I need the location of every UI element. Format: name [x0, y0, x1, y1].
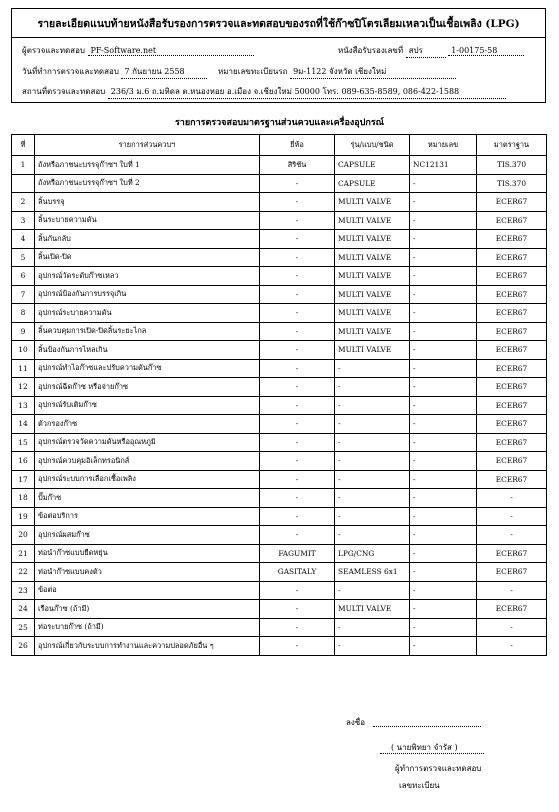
cell-no: 6	[12, 267, 35, 286]
cell-standard: ECER67	[477, 267, 547, 286]
cell-standard: ECER67	[477, 211, 547, 230]
cell-standard: ECER67	[477, 304, 547, 323]
table-row	[12, 174, 547, 193]
cell-brand: -	[260, 378, 335, 397]
cell-brand: -	[260, 470, 335, 489]
cell-standard: ECER67	[477, 563, 547, 582]
cell-no: 19	[12, 507, 35, 526]
table-row	[12, 248, 547, 267]
plate-value: 9ม-1122 จังหวัด เชียงใหม่	[290, 65, 456, 79]
table-row	[12, 322, 547, 341]
cell-no: 10	[12, 341, 35, 360]
cell-standard: ECER67	[477, 452, 547, 471]
cell-brand: สิริชัน	[260, 156, 335, 175]
cell-brand: -	[260, 193, 335, 212]
cell-item: อุปกรณ์ฉีดก๊าซ หรือจ่ายก๊าซ	[35, 378, 260, 397]
cell-standard: ECER67	[477, 341, 547, 360]
cell-standard: TIS.370	[477, 174, 547, 193]
cell-item: ข้อต่อ	[35, 581, 260, 600]
table-row	[12, 415, 547, 434]
cell-serial: -	[410, 452, 477, 471]
cell-serial: -	[410, 248, 477, 267]
cell-brand: -	[260, 489, 335, 508]
cell-item: อุปกรณ์ควบคุมอิเล็กทรอนิกส์	[35, 452, 260, 471]
cell-model: MULTI VALVE	[335, 267, 410, 286]
cell-standard: -	[477, 526, 547, 545]
cell-item: ลิ้นเปิด-ปิด	[35, 248, 260, 267]
cell-serial: -	[410, 415, 477, 434]
table-row	[12, 230, 547, 249]
cell-item: ลิ้นกันกลับ	[35, 230, 260, 249]
cell-model: MULTI VALVE	[335, 193, 410, 212]
cell-model: -	[335, 378, 410, 397]
cell-model: -	[335, 396, 410, 415]
cell-serial: -	[410, 322, 477, 341]
cert-no-prefix: สปร	[406, 44, 446, 58]
cell-model: MULTI VALVE	[335, 248, 410, 267]
table-row	[12, 526, 547, 545]
cell-item: ข้อต่อบริการ	[35, 507, 260, 526]
inspector-value: PF-Software.net	[88, 46, 254, 56]
cell-serial: -	[410, 378, 477, 397]
sign-label: ลงชื่อ	[346, 718, 366, 727]
cell-item: ถังหรือภาชนะบรรจุก๊าซฯ ใบที่ 2	[35, 174, 260, 193]
cell-no: 25	[12, 618, 35, 637]
cell-brand: FAGUMIT	[260, 544, 335, 563]
table-row	[12, 156, 547, 175]
cell-no: 18	[12, 489, 35, 508]
cell-serial: -	[410, 433, 477, 452]
cell-item: อุปกรณ์ระบายความดัน	[35, 304, 260, 323]
col-header-serial: หมายเลข	[410, 135, 477, 156]
inspector-label: ผู้ตรวจและทดสอบ	[22, 46, 85, 55]
col-header-no: ที่	[12, 135, 35, 156]
cell-serial: -	[410, 581, 477, 600]
table-body	[12, 156, 547, 656]
cell-brand: -	[260, 304, 335, 323]
cell-item: อุปกรณ์รับเติมก๊าซ	[35, 396, 260, 415]
place-value: 236/3 ม.6 ถ.มหิดล ต.หนองหอย อ.เมือง จ.เชียงใหม่ 50000 โทร. 089-635-8589, 086-422-1588	[108, 85, 506, 99]
cell-brand: -	[260, 341, 335, 360]
table-row	[12, 544, 547, 563]
cell-no: 21	[12, 544, 35, 563]
place-label: สถานที่ตรวจและทดสอบ	[22, 87, 106, 96]
cell-brand: -	[260, 396, 335, 415]
date-line	[22, 65, 456, 79]
cell-item: อุปกรณ์ทำไอก๊าซและปรับความดันก๊าซ	[35, 359, 260, 378]
cell-item: ท่อนำก๊าซแบบคงตัว	[35, 563, 260, 582]
cell-no: 12	[12, 378, 35, 397]
cell-item: ท่อระบายก๊าซ (ถ้ามี)	[35, 618, 260, 637]
cell-brand: GASITALY	[260, 563, 335, 582]
cell-standard: ECER67	[477, 415, 547, 434]
cell-standard: ECER67	[477, 285, 547, 304]
cell-serial: -	[410, 470, 477, 489]
cell-serial: -	[410, 230, 477, 249]
cell-item: ลิ้นบรรจุ	[35, 193, 260, 212]
table-header-row	[12, 135, 547, 156]
cell-model: -	[335, 581, 410, 600]
cell-serial: -	[410, 193, 477, 212]
cell-no: 11	[12, 359, 35, 378]
table-row	[12, 396, 547, 415]
cell-brand: -	[260, 322, 335, 341]
col-header-model: รุ่น/แบบ/ชนิด	[335, 135, 410, 156]
cell-serial: NC12131	[410, 156, 477, 175]
cell-brand: -	[260, 359, 335, 378]
table-row	[12, 452, 547, 471]
cert-no-value: 1-00175-58	[448, 46, 524, 56]
cell-model: MULTI VALVE	[335, 211, 410, 230]
cell-model: -	[335, 359, 410, 378]
cell-model: -	[335, 452, 410, 471]
cell-item: ตัวกรองก๊าซ	[35, 415, 260, 434]
table-row	[12, 341, 547, 360]
equipment-table	[11, 134, 547, 656]
cell-serial: -	[410, 618, 477, 637]
cell-model: MULTI VALVE	[335, 230, 410, 249]
cell-no	[12, 174, 35, 193]
cell-item: อุปกรณ์วัดระดับก๊าซเหลว	[35, 267, 260, 286]
cell-no: 1	[12, 156, 35, 175]
cell-no: 4	[12, 230, 35, 249]
section-title: รายการตรวจสอบมาตรฐานส่วนควบและเครื่องอุปกรณ์	[174, 118, 385, 128]
cell-model: LPG/CNG	[335, 544, 410, 563]
place-line	[22, 85, 506, 99]
cell-brand: -	[260, 267, 335, 286]
cell-no: 24	[12, 600, 35, 619]
signer-role: ผู้ทำการตรวจและทดสอบ	[395, 764, 482, 773]
cell-brand: -	[260, 507, 335, 526]
date-label: วันที่ทำการตรวจและทดสอบ	[22, 67, 119, 76]
cell-model: MULTI VALVE	[335, 304, 410, 323]
cell-item: อุปกรณ์ป้องกันการบรรจุเกิน	[35, 285, 260, 304]
cell-serial: -	[410, 396, 477, 415]
cell-model: -	[335, 489, 410, 508]
signature-line	[373, 716, 481, 727]
cell-item: ท่อนำก๊าซแบบยืดหยุ่น	[35, 544, 260, 563]
cell-standard: ECER67	[477, 396, 547, 415]
cell-serial: -	[410, 507, 477, 526]
cell-brand: -	[260, 230, 335, 249]
info-box	[11, 37, 546, 103]
cell-standard: -	[477, 489, 547, 508]
cell-model: -	[335, 433, 410, 452]
registration-label: เลขทะเบียน	[399, 781, 440, 790]
cell-serial: -	[410, 285, 477, 304]
col-header-brand: ยี่ห้อ	[260, 135, 335, 156]
cell-no: 3	[12, 211, 35, 230]
cell-model: -	[335, 618, 410, 637]
table-row	[12, 285, 547, 304]
cell-brand: -	[260, 637, 335, 656]
cell-standard: -	[477, 507, 547, 526]
cell-model: CAPSULE	[335, 174, 410, 193]
table-row	[12, 193, 547, 212]
cell-standard: -	[477, 637, 547, 656]
cell-item: อุปกรณ์ตรวจวัดความดันหรืออุณหภูมิ	[35, 433, 260, 452]
cell-no: 22	[12, 563, 35, 582]
date-value: 7 กันยายน 2558	[121, 65, 207, 79]
cell-item: อุปกรณ์ระบบการเลือกเชื้อเพลิง	[35, 470, 260, 489]
table-row	[12, 600, 547, 619]
cell-model: MULTI VALVE	[335, 341, 410, 360]
cell-serial: -	[410, 211, 477, 230]
cell-model: SEAMLESS 6x1	[335, 563, 410, 582]
cell-no: 7	[12, 285, 35, 304]
cell-standard: ECER67	[477, 248, 547, 267]
cell-serial: -	[410, 359, 477, 378]
cell-standard: ECER67	[477, 600, 547, 619]
table-row	[12, 378, 547, 397]
cell-no: 8	[12, 304, 35, 323]
cell-serial: -	[410, 267, 477, 286]
cell-item: ถังหรือภาชนะบรรจุก๊าซฯ ใบที่ 1	[35, 156, 260, 175]
cell-standard: ECER67	[477, 433, 547, 452]
cell-brand: -	[260, 526, 335, 545]
cell-serial: -	[410, 174, 477, 193]
cell-brand: -	[260, 285, 335, 304]
cell-item: ปั๊มก๊าซ	[35, 489, 260, 508]
table-row	[12, 618, 547, 637]
table-row	[12, 581, 547, 600]
cell-brand: -	[260, 452, 335, 471]
cell-serial: -	[410, 489, 477, 508]
table-row	[12, 359, 547, 378]
cell-brand: -	[260, 415, 335, 434]
cell-model: -	[335, 507, 410, 526]
cell-serial: -	[410, 304, 477, 323]
cell-standard: ECER67	[477, 230, 547, 249]
cell-brand: -	[260, 433, 335, 452]
cell-no: 16	[12, 452, 35, 471]
cell-item: อุปกรณ์เกี่ยวกับระบบการทำงานและความปลอดภัยอื่น ๆ	[35, 637, 260, 656]
cell-model: -	[335, 415, 410, 434]
cell-model: -	[335, 637, 410, 656]
cell-standard: ECER67	[477, 470, 547, 489]
cell-model: -	[335, 470, 410, 489]
cell-brand: -	[260, 618, 335, 637]
plate-label: หมายเลขทะเบียนรถ	[218, 67, 288, 76]
cell-standard: ECER67	[477, 322, 547, 341]
table-row	[12, 267, 547, 286]
cell-serial: -	[410, 637, 477, 656]
cert-no-label: หนังสือรับรองเลขที่	[338, 46, 404, 55]
cell-brand: -	[260, 211, 335, 230]
table-row	[12, 563, 547, 582]
cell-item: ลิ้นระบายความดัน	[35, 211, 260, 230]
cell-no: 14	[12, 415, 35, 434]
table-row	[12, 637, 547, 656]
cert-no-line	[338, 44, 524, 58]
col-header-item: รายการส่วนควบฯ	[35, 135, 260, 156]
cell-no: 20	[12, 526, 35, 545]
cell-item: ลิ้นป้องกันการไหลเกิน	[35, 341, 260, 360]
signer-name-line	[380, 743, 484, 754]
cell-no: 13	[12, 396, 35, 415]
cell-model: -	[335, 526, 410, 545]
cell-serial: -	[410, 526, 477, 545]
document-title: รายละเอียดแนบท้ายหนังสือรับรองการตรวจและทดสอบของรถที่ใช้ก๊าซปิโตรเลียมเหลวเป็นเชื้อเพลิง (LPG)	[37, 17, 520, 30]
cell-item: เรือนก๊าซ (ถ้ามี)	[35, 600, 260, 619]
cell-model: MULTI VALVE	[335, 600, 410, 619]
cell-serial: -	[410, 563, 477, 582]
cell-no: 2	[12, 193, 35, 212]
table-row	[12, 489, 547, 508]
cell-standard: ECER67	[477, 544, 547, 563]
cell-no: 26	[12, 637, 35, 656]
cell-no: 17	[12, 470, 35, 489]
cell-item: ลิ้นควบคุมการเปิด-ปิดลิ้นระยะไกล	[35, 322, 260, 341]
cell-no: 15	[12, 433, 35, 452]
col-header-standard: มาตราฐาน	[477, 135, 547, 156]
cell-no: 5	[12, 248, 35, 267]
cell-standard: ECER67	[477, 359, 547, 378]
cell-model: MULTI VALVE	[335, 285, 410, 304]
cell-item: อุปกรณ์ผสมก๊าซ	[35, 526, 260, 545]
table-row	[12, 470, 547, 489]
cell-serial: -	[410, 600, 477, 619]
cell-no: 23	[12, 581, 35, 600]
table-row	[12, 211, 547, 230]
cell-brand: -	[260, 248, 335, 267]
inspector-line	[22, 44, 254, 57]
table-row	[12, 507, 547, 526]
cell-standard: ECER67	[477, 378, 547, 397]
cell-serial: -	[410, 544, 477, 563]
cell-standard: TIS.370	[477, 156, 547, 175]
cell-brand: -	[260, 581, 335, 600]
table-row	[12, 304, 547, 323]
cell-standard: ECER67	[477, 193, 547, 212]
cell-no: 9	[12, 322, 35, 341]
cell-serial: -	[410, 341, 477, 360]
cell-brand: -	[260, 174, 335, 193]
cell-brand: -	[260, 600, 335, 619]
cell-standard: -	[477, 581, 547, 600]
cell-standard: -	[477, 618, 547, 637]
table-row	[12, 433, 547, 452]
document-title-box	[11, 8, 546, 38]
cell-model: CAPSULE	[335, 156, 410, 175]
cell-model: MULTI VALVE	[335, 322, 410, 341]
signer-name: ( นายพิทยา จำรัส )	[391, 743, 458, 752]
